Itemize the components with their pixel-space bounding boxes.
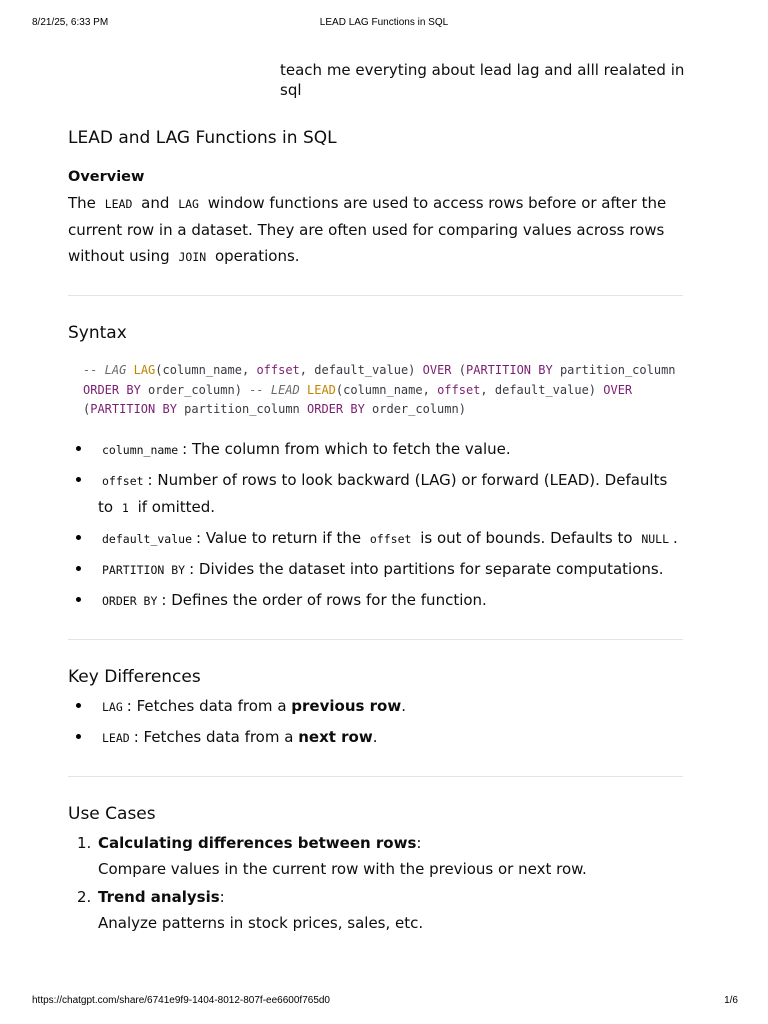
inline-code-lead: LEAD [104, 197, 133, 211]
print-url: https://chatgpt.com/share/6741e9f9-1404-8012-807f-ee6600f765d0 [32, 995, 330, 1006]
list-item: LEAD : Fetches data from a next row. [68, 724, 683, 751]
key-differences-heading: Key Differences [68, 666, 201, 687]
inline-code-join: JOIN [178, 250, 207, 264]
syntax-code-block: -- LAG LAG(column_name, offset, default_value) OVER (PARTITION BY partition_column ORDER BY order_column) -- LEAD LEAD(column_name, offset, default_value) OVER (PARTITION BY partition_column ORDER BY order_column) [83, 363, 676, 416]
list-item: LAG : Fetches data from a previous row. [68, 693, 683, 720]
list-item: offset : Number of rows to look backward (LAG) or forward (LEAD). Defaults to 1 if omitted. [68, 467, 683, 521]
key-differences-list [68, 693, 683, 751]
list-item: 1. Calculating differences between rows: Compare values in the current row with the previous or next row. [77, 833, 587, 878]
use-cases-list [68, 830, 683, 936]
syntax-params-list [68, 436, 683, 614]
list-item: ORDER BY : Defines the order of rows for the function. [68, 587, 683, 614]
list-item: 2. Trend analysis: Analyze patterns in stock prices, sales, etc. [77, 887, 424, 932]
user-message: teach me everyting about lead lag and alll realated in sql [280, 61, 685, 99]
print-header [0, 17, 768, 31]
print-footer [0, 995, 768, 1009]
syntax-heading: Syntax [68, 323, 127, 343]
overview-heading: Overview [68, 169, 145, 185]
print-title: LEAD LAG Functions in SQL [319, 17, 449, 28]
print-date: 8/21/25, 6:33 PM [32, 17, 109, 28]
list-item: PARTITION BY : Divides the dataset into partitions for separate computations. [68, 556, 683, 583]
list-item: default_value : Value to return if the offset is out of bounds. Defaults to NULL . [68, 525, 683, 552]
inline-code-lag: LAG [178, 197, 199, 211]
doc-title: LEAD and LAG Functions in SQL [68, 128, 337, 148]
overview-paragraph: The LEAD and LAG window functions are used to access rows before or after the current row in a dataset. They are often used for comparing values across rows without using JOIN operations. [68, 194, 667, 265]
use-cases-heading: Use Cases [68, 803, 156, 824]
page-number: 1/6 [724, 995, 738, 1006]
list-item: column_name : The column from which to fetch the value. [68, 436, 683, 463]
assistant-response [68, 126, 683, 936]
